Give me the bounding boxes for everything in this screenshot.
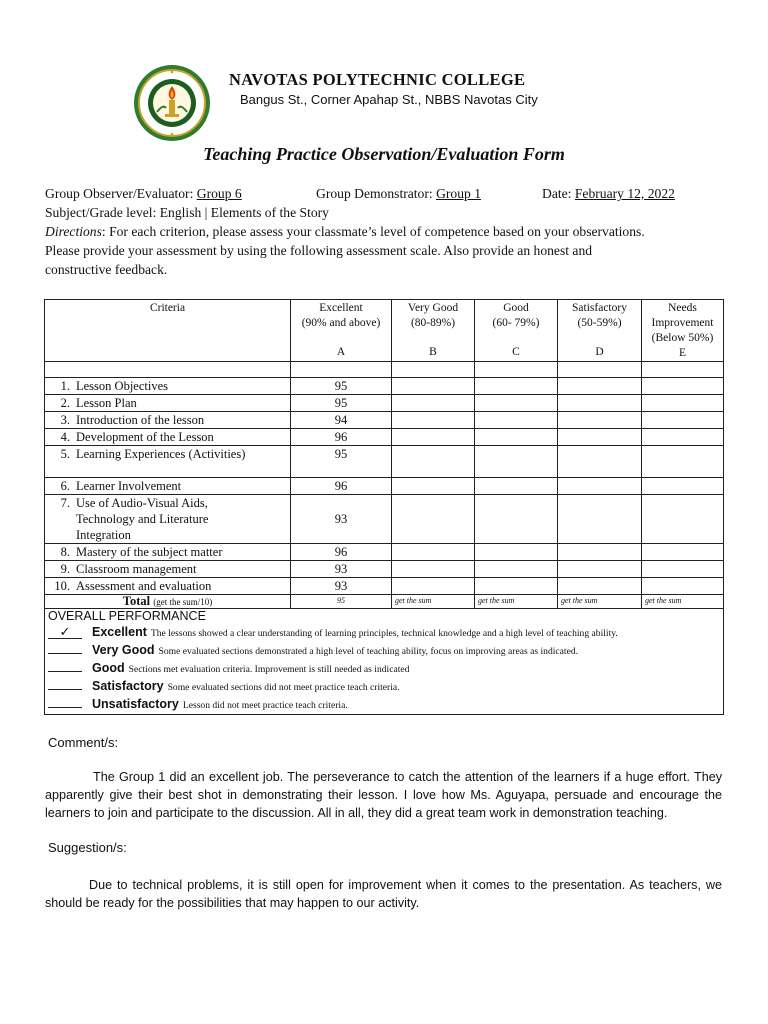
score-b (392, 446, 475, 478)
criterion-number: 4. (60, 430, 70, 444)
criterion-label: Development of the Lesson (76, 430, 214, 444)
score-d (558, 478, 642, 495)
level-checkbox-line[interactable] (48, 689, 82, 690)
criterion-cell (45, 578, 291, 595)
header-d-title: Satisfactory (572, 302, 627, 314)
score-b (392, 544, 475, 561)
total-c: get the sum (475, 595, 558, 609)
score-d (558, 561, 642, 578)
total-b: get the sum (392, 595, 475, 609)
directions-label: Directions (45, 224, 102, 239)
header-c-range: (60- 79%) (492, 317, 540, 329)
score-d (558, 395, 642, 412)
criterion-cell (45, 561, 291, 578)
score-d (558, 429, 642, 446)
criteria-row (45, 412, 724, 429)
total-e: get the sum (642, 595, 724, 609)
criterion-cell (45, 378, 291, 395)
header-very-good (392, 300, 475, 362)
header-b-letter: B (429, 346, 437, 358)
score-c (475, 446, 558, 478)
score-e (642, 561, 724, 578)
header-a-title: Excellent (319, 302, 363, 314)
overall-level-row (48, 678, 720, 696)
criterion-label: Mastery of the subject matter (76, 545, 223, 559)
score-c (475, 395, 558, 412)
header-good (475, 300, 558, 362)
evaluation-table (44, 299, 724, 715)
overall-level-row (48, 642, 720, 660)
suggestions-text: Due to technical problems, it is still open for improvement when it comes to the presentation. As teachers, we should be ready for the possibilities that may happen to our activity. (45, 878, 722, 910)
criteria-row (45, 478, 724, 495)
score-e (642, 412, 724, 429)
criterion-cell (45, 446, 291, 478)
overall-levels (48, 624, 720, 714)
header-needs-improvement (642, 300, 724, 362)
level-description: Some evaluated sections did not meet practice teach criteria. (167, 682, 400, 693)
directions-line-2: Please provide your assessment by using the following assessment scale. Also provide an honest and (45, 243, 593, 258)
score-e (642, 395, 724, 412)
demonstrator-label: Group Demonstrator: (316, 186, 433, 201)
level-checkbox-line[interactable] (48, 671, 82, 672)
header-d-letter: D (595, 346, 604, 358)
level-description: Lesson did not meet practice teach criteria. (182, 700, 348, 711)
header-e-range: (Below 50%) (651, 332, 714, 344)
header-a-range: (90% and above) (301, 317, 381, 329)
total-a: 95 (291, 595, 392, 609)
score-e (642, 429, 724, 446)
total-label-cell (45, 595, 291, 609)
criterion-number: 2. (60, 396, 70, 410)
criterion-number: 9. (60, 562, 70, 576)
score-c (475, 544, 558, 561)
score-excellent: 93 (291, 578, 392, 595)
header-satisfactory (558, 300, 642, 362)
date-line (542, 186, 675, 202)
header-c-letter: C (512, 346, 520, 358)
criterion-number: 10. (54, 579, 70, 593)
criteria-row (45, 395, 724, 412)
criterion-number: 6. (60, 479, 70, 493)
demonstrator-value: Group 1 (436, 186, 481, 201)
score-excellent: 95 (291, 446, 392, 478)
criteria-rows (45, 378, 724, 595)
total-label: Total (122, 594, 151, 608)
score-e (642, 544, 724, 561)
directions-line-1 (45, 224, 645, 240)
total-d: get the sum (558, 595, 642, 609)
level-checkbox-line[interactable] (48, 707, 82, 708)
criterion-cell (45, 395, 291, 412)
score-d (558, 378, 642, 395)
score-b (392, 378, 475, 395)
overall-level-row (48, 660, 720, 678)
criteria-row (45, 544, 724, 561)
total-note: (get the sum/10) (153, 597, 213, 607)
criterion-cell (45, 478, 291, 495)
score-excellent: 94 (291, 412, 392, 429)
level-description: Some evaluated sections demonstrated a high level of teaching ability, focus on improving areas as indicated. (158, 646, 579, 657)
observer-label: Group Observer/Evaluator: (45, 186, 194, 201)
subject-line: Subject/Grade level: English | Elements of the Story (45, 205, 329, 220)
score-d (558, 578, 642, 595)
observer-value: Group 6 (196, 186, 242, 201)
score-c (475, 478, 558, 495)
header-a-letter: A (336, 346, 346, 358)
score-b (392, 561, 475, 578)
score-excellent: 93 (291, 561, 392, 578)
level-label: Unsatisfactory (92, 697, 179, 711)
header-d-range: (50-59%) (577, 317, 622, 329)
criterion-label: Use of Audio-Visual Aids, Technology and Literature Integration (76, 496, 209, 542)
score-b (392, 478, 475, 495)
score-e (642, 495, 724, 544)
level-description: Sections met evaluation criteria. Improvement is still needed as indicated (128, 664, 410, 675)
score-e (642, 378, 724, 395)
criterion-cell (45, 429, 291, 446)
level-checkbox-line[interactable] (48, 653, 82, 654)
level-checkbox-line[interactable]: ✓ (48, 625, 82, 639)
directions-line-3: constructive feedback. (45, 262, 168, 277)
header-b-range: (80-89%) (410, 317, 456, 329)
criteria-row (45, 429, 724, 446)
score-d (558, 446, 642, 478)
comments-text: The Group 1 did an excellent job. The perseverance to catch the attention of the learners if a huge effort. They apparently give their best shot in demonstrating their lesson. I love how Ms. Aguyapa, persuade and encourage the learners to join and participate to the discussion. All in all, they did a great team work in demonstration teaching. (45, 770, 722, 820)
level-label: Excellent (92, 625, 147, 639)
score-excellent: 95 (291, 395, 392, 412)
overall-level-row (48, 696, 720, 714)
level-label: Satisfactory (92, 679, 164, 693)
criterion-label: Lesson Objectives (76, 379, 168, 393)
score-excellent: 93 (291, 495, 392, 544)
overall-performance-cell (45, 609, 724, 715)
score-b (392, 495, 475, 544)
score-b (392, 429, 475, 446)
score-d (558, 544, 642, 561)
header-e-sub: Improvement (651, 317, 714, 329)
criteria-header: Criteria (45, 300, 291, 362)
criteria-row (45, 495, 724, 544)
demonstrator-line (316, 186, 481, 202)
criteria-row (45, 561, 724, 578)
score-excellent: 96 (291, 544, 392, 561)
criterion-label: Assessment and evaluation (76, 579, 212, 593)
college-address: Bangus St., Corner Apahap St., NBBS Navotas City (240, 92, 538, 107)
score-b (392, 395, 475, 412)
criterion-label: Introduction of the lesson (76, 413, 205, 427)
level-description: The lessons showed a clear understanding of learning principles, technical knowledge and a high level of teaching ability. (150, 628, 618, 639)
criterion-number: 1. (60, 379, 70, 393)
level-label: Very Good (92, 643, 155, 657)
header-excellent (291, 300, 392, 362)
criterion-label: Learner Involvement (76, 479, 182, 493)
criterion-number: 5. (60, 447, 70, 461)
header-c-title: Good (503, 302, 529, 314)
header-b-title: Very Good (407, 302, 459, 314)
score-d (558, 412, 642, 429)
criteria-row (45, 446, 724, 478)
criterion-cell (45, 544, 291, 561)
score-c (475, 561, 558, 578)
criterion-label: Lesson Plan (76, 396, 137, 410)
table-header-row (45, 300, 724, 362)
criterion-number: 8. (60, 545, 70, 559)
level-label: Good (92, 661, 125, 675)
score-excellent: 95 (291, 378, 392, 395)
score-c (475, 429, 558, 446)
score-excellent: 96 (291, 429, 392, 446)
score-e (642, 578, 724, 595)
observer-line (45, 186, 242, 202)
score-d (558, 495, 642, 544)
college-seal-logo (133, 64, 211, 142)
suggestions-label: Suggestion/s: (48, 840, 127, 855)
total-row (45, 595, 724, 609)
date-label: Date: (542, 186, 572, 201)
header-e-letter: E (678, 347, 687, 359)
score-excellent: 96 (291, 478, 392, 495)
criterion-label: Classroom management (76, 562, 197, 576)
header-e-title: Needs (668, 302, 697, 314)
score-c (475, 378, 558, 395)
score-c (475, 495, 558, 544)
overall-level-row (48, 624, 720, 642)
comments-label: Comment/s: (48, 735, 119, 750)
score-b (392, 412, 475, 429)
score-c (475, 412, 558, 429)
score-c (475, 578, 558, 595)
score-e (642, 446, 724, 478)
college-name: NAVOTAS POLYTECHNIC COLLEGE (229, 70, 526, 89)
criterion-cell (45, 495, 291, 544)
criterion-label: Learning Experiences (Activities) (76, 447, 246, 461)
criteria-row (45, 578, 724, 595)
table-spacer-row (45, 362, 724, 378)
score-b (392, 578, 475, 595)
overall-heading: OVERALL PERFORMANCE (48, 609, 206, 623)
date-value: February 12, 2022 (574, 186, 675, 201)
overall-performance-row (45, 609, 724, 715)
score-e (642, 478, 724, 495)
criterion-number: 7. (60, 496, 70, 510)
form-title: Teaching Practice Observation/Evaluation Form (203, 144, 565, 164)
criteria-row (45, 378, 724, 395)
criterion-number: 3. (60, 413, 70, 427)
directions-text-1: : For each criterion, please assess your classmate’s level of competence based on your observations. (101, 224, 645, 239)
criterion-cell (45, 412, 291, 429)
